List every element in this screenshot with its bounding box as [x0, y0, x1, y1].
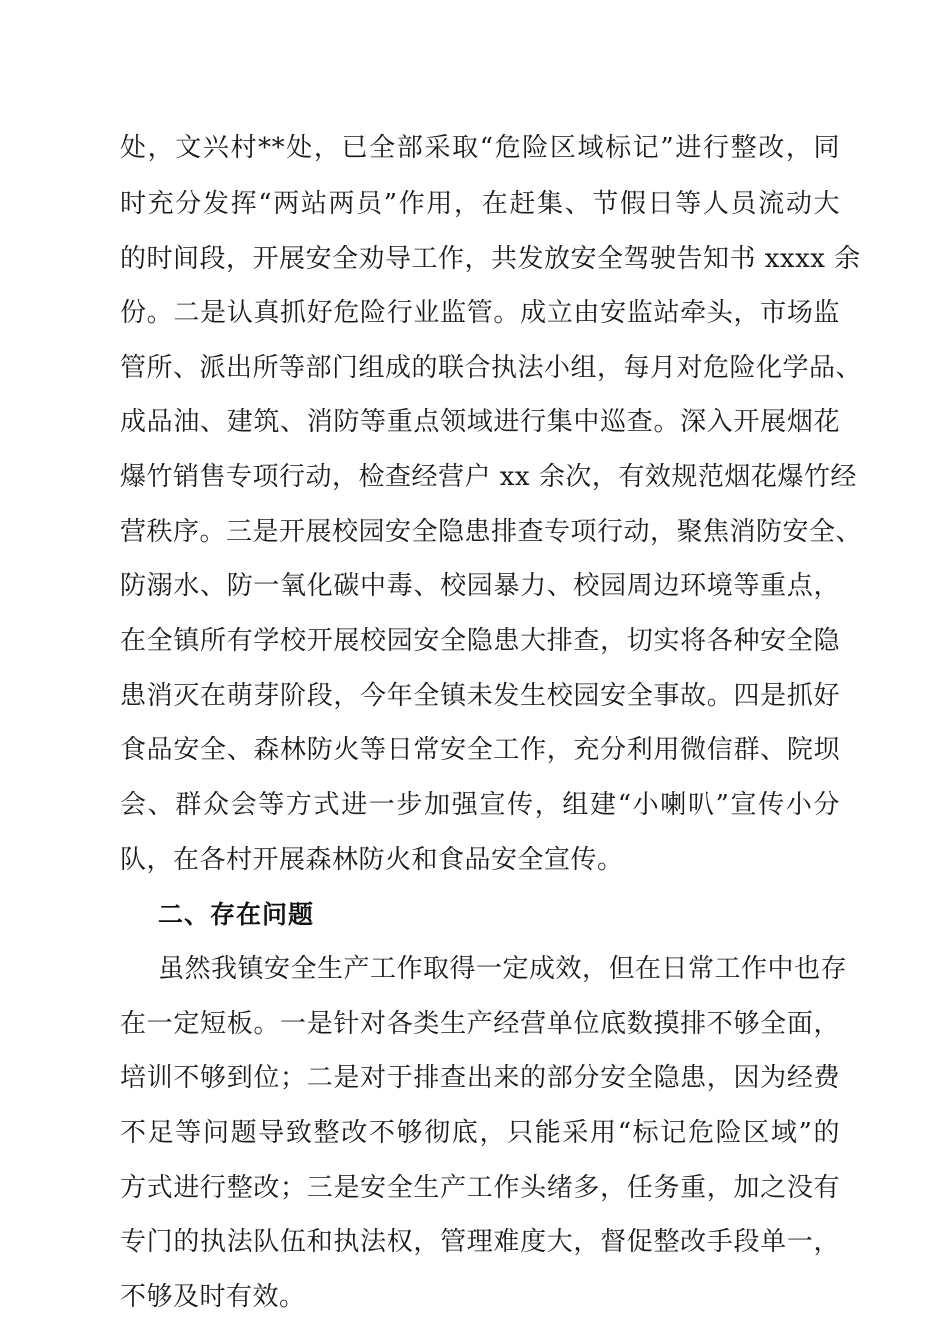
paragraph-line: 专门的执法队伍和执法权，管理难度大，督促整改手段单一，: [120, 1227, 840, 1257]
paragraph-line: 患消灭在萌芽阶段，今年全镇未发生校园安全事故。四是抓好: [120, 681, 840, 711]
paragraph-line: 爆竹销售专项行动，检查经营户 xx 余次，有效规范烟花爆竹经: [120, 462, 857, 492]
paragraph-line: 方式进行整改；三是安全生产工作头绪多，任务重，加之没有: [120, 1173, 840, 1203]
section-heading: 二、存在问题: [158, 900, 315, 929]
paragraph-line: 成品油、建筑、消防等重点领域进行集中巡查。深入开展烟花: [120, 407, 840, 437]
paragraph-line: 防溺水、防一氧化碳中毒、校园暴力、校园周边环境等重点，: [120, 571, 840, 601]
paragraph-line: 份。二是认真抓好危险行业监管。成立由安监站牵头，市场监: [120, 298, 840, 328]
paragraph-line: 培训不够到位；二是对于排查出来的部分安全隐患，因为经费: [120, 1063, 840, 1093]
paragraph-line: 管所、派出所等部门组成的联合执法小组，每月对危险化学品、: [120, 353, 863, 383]
paragraph-line: 营秩序。三是开展校园安全隐患排查专项行动，聚焦消防安全、: [120, 517, 863, 547]
paragraph-line: 在一定短板。一是针对各类生产经营单位底数摸排不够全面，: [120, 1009, 840, 1039]
paragraph-line: 不够及时有效。: [120, 1282, 306, 1312]
paragraph-line: 在全镇所有学校开展校园安全隐患大排查，切实将各种安全隐: [120, 626, 840, 656]
paragraph-line: 虽然我镇安全生产工作取得一定成效，但在日常工作中也存: [158, 954, 848, 984]
paragraph-line: 食品安全、森林防火等日常安全工作，充分利用微信群、院坝: [120, 735, 840, 765]
paragraph-line: 处，文兴村**处，已全部采取“危险区域标记”进行整改，同: [120, 133, 840, 163]
paragraph-line: 会、群众会等方式进一步加强宣传，组建“小喇叭”宣传小分: [120, 790, 840, 820]
paragraph-line: 队，在各村开展森林防火和食品安全宣传。: [120, 845, 624, 875]
paragraph-line: 不足等问题导致整改不够彻底，只能采用“标记危险区域”的: [120, 1118, 840, 1148]
paragraph-line: 的时间段，开展安全劝导工作，共发放安全驾驶告知书 xxxx 余: [120, 244, 861, 274]
paragraph-line: 时充分发挥“两站两员”作用，在赶集、节假日等人员流动大: [120, 189, 840, 219]
